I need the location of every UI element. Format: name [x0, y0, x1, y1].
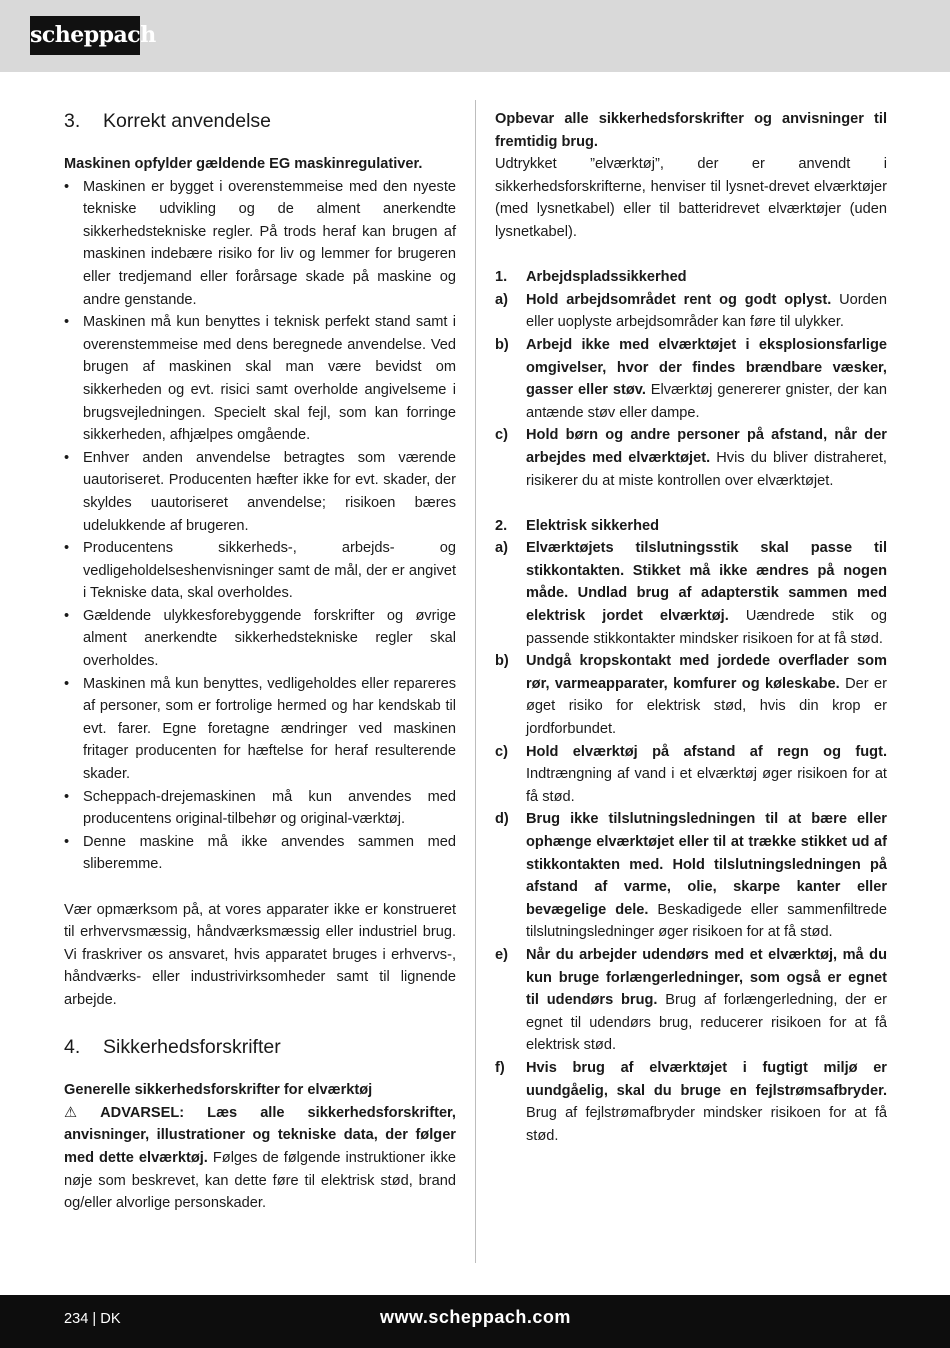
list-item	[495, 537, 887, 650]
intro-bold: Maskinen opfylder gældende EG maskinregulativer.	[64, 156, 423, 172]
subsection-1-heading	[495, 266, 887, 289]
item-letter: f)	[495, 1059, 505, 1076]
list-item	[495, 944, 887, 1057]
item-letter: a)	[495, 540, 508, 557]
item-text: Der er øget risiko for elektrisk stød, hvis din krop er jordforbundet.	[526, 675, 887, 738]
subsection-title: Arbejdspladssikkerhed	[526, 269, 687, 286]
item-letter: b)	[495, 336, 509, 353]
item-bold: Når du arbejder udendørs med et elværktøj, må du kun bruge forlængerledninger, som også er egnet til udendørs brug.	[526, 946, 887, 1009]
section-4-heading	[64, 1034, 456, 1060]
page-header	[0, 0, 950, 72]
page-number	[64, 1311, 121, 1327]
item-letter: c)	[495, 427, 508, 444]
subsection-number: 1.	[495, 269, 508, 286]
list-item	[64, 176, 456, 312]
section-3-heading	[64, 108, 456, 134]
subsection-title: Elektrisk sikkerhed	[526, 517, 660, 534]
page-footer	[0, 1295, 950, 1348]
bullet-mark: •	[64, 607, 70, 624]
bullet-text: Enhver anden anvendelse betragtes som værende uautoriseret. Producenten hæfter ikke for evt. skader, der skyldes uautoriseret anvendelse; risikoen bæres udelukkende af brugeren.	[83, 449, 456, 534]
column-divider	[475, 100, 476, 1263]
bullet-text: Denne maskine må ikke anvendes sammen med sliberemme.	[83, 833, 456, 873]
bullet-mark: •	[64, 178, 70, 195]
section-number: 4.	[64, 1036, 81, 1059]
page-separator: |	[92, 1311, 97, 1327]
list-item	[64, 831, 456, 876]
list-item	[64, 673, 456, 786]
item-text: Brug af forlængerledning, der er egnet til udendørs brug, reducerer risikoen for at få elektrisk stød.	[526, 992, 887, 1054]
page-number-value: 234	[64, 1311, 89, 1327]
scheppach-logo: scheppach	[30, 16, 140, 55]
bullet-text: Gældende ulykkesforebyggende forskrifter og øvrige alment anerkendte sikkerhedstekniske regler skal overholdes.	[83, 607, 456, 670]
warning-text: Følges de følgende instruktioner ikke nøje som beskrevet, kan dette føre til elektrisk stød, brand og/eller alvorlige personskader.	[64, 1149, 456, 1212]
bullet-text: Maskinen er bygget i overenstemmeise med den nyeste tekniske udvikling og de alment anerkendte sikkerhedstekniske regler. På trods heraf kan brugen af maskinen indebære risiko for liv og lemmer for brugeren eller tredjemand eller forårsage skade på maskine og andre genstande.	[83, 178, 456, 308]
item-text: Elværktøj genererer gnister, der kan antænde støv eller dampe.	[526, 382, 887, 421]
list-item	[64, 537, 456, 605]
bullet-mark: •	[64, 833, 70, 850]
item-bold: Brug ikke tilslutningsledningen til at bære eller ophænge elværktøjet eller til at trække stikket ud af stikkontakten med. Hold tilslutningsledningen på afstand af varme, olie, skarpe kanter eller bevægelige dele.	[526, 811, 887, 918]
bullet-mark: •	[64, 788, 70, 805]
keep-instructions: Opbevar alle sikkerhedsforskrifter og anvisninger til fremtidig brug.	[495, 111, 887, 150]
item-bold: Elværktøjets tilslutningsstik skal passe til stikkontakten. Stikket må ikke ændres på nogen måde. Undlad brug af adapterstik sammen med elektrisk jordet elværktøj.	[526, 540, 887, 625]
item-letter: e)	[495, 946, 508, 963]
list-item	[64, 311, 456, 447]
bullet-mark: •	[64, 540, 70, 557]
bullet-text: Producentens sikkerheds-, arbejds- og vedligeholdelseshenvisninger samt de mål, der er angivet i Tekniske data, skal overholdes.	[83, 540, 456, 602]
subheading: Generelle sikkerhedsforskrifter for elværktøj	[64, 1082, 373, 1099]
subsection-2-heading	[495, 515, 887, 538]
item-letter: d)	[495, 811, 509, 828]
list-item	[64, 605, 456, 673]
bullet-mark: •	[64, 314, 70, 331]
item-text: Brug af fejlstrømafbryder mindsker risikoen for at få stød.	[526, 1105, 887, 1144]
warning-triangle-icon: ⚠	[64, 1104, 78, 1121]
usage-paragraph: Vær opmærksom på, at vores apparater ikke er konstrueret til erhvervsmæssig, håndværksmæssig eller industriel brug. Vi fraskriver os ansvaret, hvis apparatet bruges i erhvervs-, håndværks- eller industrivirksomheder samt til lignende arbejde.	[64, 901, 456, 1008]
item-text: Indtrængning af vand i et elværktøj øger risikoen for at få stød.	[526, 766, 887, 805]
item-text: Uændrede stik og passende stikkontakter mindsker risikoen for at få stød.	[526, 608, 887, 647]
list-item	[495, 424, 887, 492]
item-bold: Hvis brug af elværktøjet i fugtigt miljø er uundgåelig, skal du bruge en fejlstrømsafbryder.	[526, 1059, 887, 1099]
bullet-text: Maskinen må kun benyttes i teknisk perfekt stand samt i overenstemmeise med dens beregnede anvendelse. Ved brugen af maskinen skal man være bevidst om sikkerheden og evt. risici samt overholde angivelseme i brugsvejledningen. Specielt skal fejl, som kan forringe sikkerheden, afhjælpes omgående.	[83, 314, 456, 444]
list-item	[495, 334, 887, 424]
item-bold: Hold elværktøj på afstand af regn og fugt.	[526, 743, 887, 760]
term-definition: Udtrykket ”elværktøj”, der er anvendt i sikkerhedsforskrifterne, henviser til lysnet-drevet elværktøjer (med lysnetkabel) eller til batteridrevet elværktøjer (uden lysnetkabel).	[495, 156, 887, 240]
subsection-number: 2.	[495, 517, 508, 534]
bullet-mark: •	[64, 675, 70, 692]
section-title: Korrekt anvendelse	[103, 110, 272, 132]
section-number: 3.	[64, 110, 81, 132]
list-item	[64, 447, 456, 537]
item-letter: a)	[495, 291, 508, 308]
list-item	[495, 741, 887, 809]
item-bold: Hold arbejdsområdet rent og godt oplyst.	[526, 291, 832, 308]
list-item	[495, 289, 887, 334]
left-column	[64, 108, 456, 1215]
item-letter: c)	[495, 743, 508, 760]
list-item	[495, 808, 887, 944]
item-text: Uorden eller uoplyste arbejdsområder kan føre til ulykker.	[526, 291, 888, 331]
bullet-list	[64, 176, 456, 876]
right-column	[495, 108, 887, 1147]
item-bold: Arbejd ikke med elværktøjet i eksplosionsfarlige omgivelser, hvor der findes brændbare væsker, gasser eller støv.	[526, 336, 887, 399]
item-text: Beskadigede eller sammenfiltrede tilslutningsledninger øger risikoen for at få stød.	[526, 901, 887, 941]
language-code: DK	[100, 1311, 121, 1327]
item-bold: Hold børn og andre personer på afstand, når der arbejdes med elværktøjet.	[526, 427, 887, 466]
item-text: Hvis du bliver distraheret, risikerer du at miste kontrollen over elværktøjet.	[526, 449, 887, 489]
item-bold: Undgå kropskontakt med jordede overflader som rør, varmeapparater, komfurer og køleskabe.	[526, 653, 887, 692]
item-letter: b)	[495, 653, 509, 670]
bullet-text: Scheppach-drejemaskinen må kun anvendes med producentens original-tilbehør og original-værktøj.	[83, 788, 456, 828]
list-item	[495, 650, 887, 740]
warning-paragraph	[64, 1102, 456, 1215]
website-url[interactable]: www.scheppach.com	[380, 1307, 571, 1327]
section-title: Sikkerhedsforskrifter	[103, 1036, 281, 1059]
list-item	[495, 1057, 887, 1147]
warning-bold: ADVARSEL: Læs alle sikkerhedsforskrifter, anvisninger, illustrationer og tekniske data, der følger med dette elværktøj.	[64, 1104, 456, 1166]
bullet-mark: •	[64, 449, 70, 466]
list-item	[64, 786, 456, 831]
bullet-text: Maskinen må kun benyttes, vedligeholdes eller repareres af personer, som er fortrolige hermed og har kendskab til evt. farer. Egne foretagne ændringer ved maskinen fritager producenten for hæftelse for heraf resulterende skader.	[83, 675, 456, 783]
